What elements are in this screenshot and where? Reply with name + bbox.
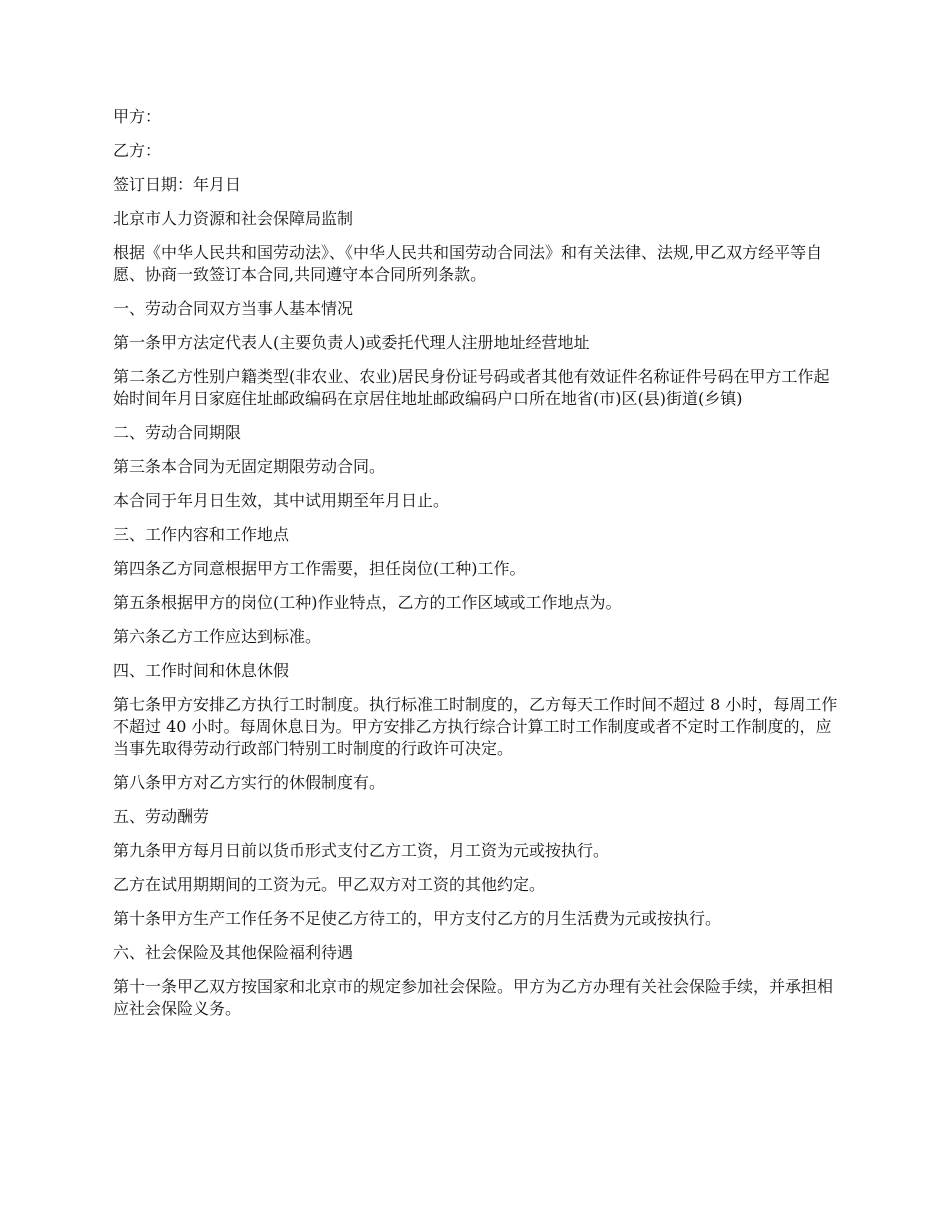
section-heading-6: 六、社会保险及其他保险福利待遇	[113, 943, 354, 962]
section-heading-2: 二、劳动合同期限	[113, 423, 242, 442]
contract-document	[113, 106, 843, 1032]
article-6: 第六条乙方工作应达到标准。	[113, 627, 322, 646]
section-heading-4: 四、工作时间和休息休假	[113, 661, 290, 680]
article-9: 第九条甲方每月日前以货币形式支付乙方工资，月工资为元或按执行。	[113, 841, 610, 860]
section-heading-1: 一、劳动合同双方当事人基本情况	[113, 299, 354, 318]
supervisor-line: 北京市人力资源和社会保障局监制	[113, 209, 354, 228]
probation-wage-paragraph: 乙方在试用期期间的工资为元。甲乙双方对工资的其他约定。	[113, 875, 546, 894]
article-10: 第十条甲方生产工作任务不足使乙方待工的，甲方支付乙方的月生活费为元或按执行。	[113, 909, 722, 928]
party-a-line: 甲方：	[113, 107, 162, 126]
article-4: 第四条乙方同意根据甲方工作需要，担任岗位(工种)工作。	[113, 559, 526, 578]
article-1: 第一条甲方法定代表人(主要负责人)或委托代理人注册地址经营地址	[113, 333, 590, 352]
article-3: 第三条本合同为无固定期限劳动合同。	[113, 457, 386, 476]
section-heading-5: 五、劳动酬劳	[113, 807, 210, 826]
section-heading-3: 三、工作内容和工作地点	[113, 525, 290, 544]
article-5: 第五条根据甲方的岗位(工种)作业特点，乙方的工作区域或工作地点为。	[113, 593, 622, 612]
article-8: 第八条甲方对乙方实行的休假制度有。	[113, 773, 386, 792]
article-11: 第十一条甲乙双方按国家和北京市的规定参加社会保险。甲方为乙方办理有关社会保险手续，并承担相应社会保险义务。	[113, 977, 834, 1018]
signing-date-line: 签订日期：年月日	[113, 175, 242, 194]
article-7: 第七条甲方安排乙方执行工时制度。执行标准工时制度的，乙方每天工作时间不超过 8 小时，每周工作不超过 40 小时。每周休息日为。甲方安排乙方执行综合计算工时工作制度或者不定时工作制度的，应当事先取得劳动行政部门特别工时制度的行政许可决定。	[113, 695, 838, 758]
article-2: 第二条乙方性别户籍类型(非农业、农业)居民身份证号码或者其他有效证件名称证件号码在甲方工作起始时间年月日家庭住址邮政编码在京居住地址邮政编码户口所在地省(市)区(县)街道(乡镇)	[113, 367, 830, 408]
effective-date-paragraph: 本合同于年月日生效，其中试用期至年月日止。	[113, 491, 450, 510]
party-b-line: 乙方：	[113, 141, 162, 160]
preamble-paragraph: 根据《中华人民共和国劳动法》、《中华人民共和国劳动合同法》和有关法律、法规,甲乙双方经平等自愿、协商一致签订本合同,共同遵守本合同所列条款。	[113, 243, 823, 284]
